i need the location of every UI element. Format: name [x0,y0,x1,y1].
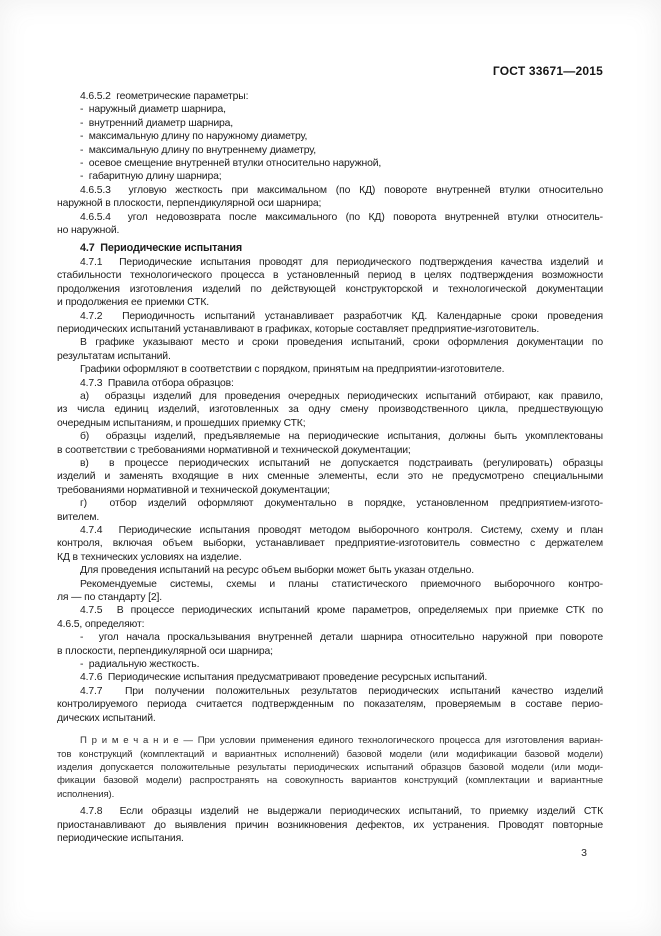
paragraph [57,103,603,116]
paragraph [57,117,603,130]
paragraph [57,578,603,605]
text-line: а) образцы изделий для проведения очередных периодических испытаний отбирают, как правило, [80,390,603,402]
text-line: дических испытаний. [57,712,156,724]
text-line: 4.7.7 При получении положительных результатов периодических испытаний качество изделий [80,685,603,697]
text-line: б) образцы изделий, предъявляемые на периодические испытания, должны быть укомплектованы [80,431,603,443]
text-line: тов конструкций (комплектаций и вариантных исполнений) базовой модели (или модификации базовой модели) [57,748,603,760]
text-line: - осевое смещение внутренней втулки относительно наружной, [80,158,382,170]
paragraph [57,310,603,337]
text-line: 4.6.5.3 угловую жесткость при максимальном (по КД) повороте внутренней втулки относительно [80,184,603,196]
text-line: изделия допускается положительные результаты периодических испытаний образцов базовой модели (или моди- [57,761,603,773]
paragraph [57,497,603,524]
note-block [57,734,603,801]
text-line: 4.7 Периодические испытания [80,242,243,255]
text-line: периодических испытаний устанавливают в графиках, которые составляет предприятие-изготовитель. [57,323,540,335]
text-line: контролируемого периода считается подтвержденным по показателям, проверяемым в составе перио- [57,699,603,711]
text-line: г) отбор изделий оформляют документально в порядке, установленном предприятием-изгото- [80,498,603,510]
text-line: 4.7.3 Правила отбора образцов: [80,377,234,389]
paragraph [57,184,603,211]
text-line: - максимальную длину по внутреннему диаметру, [80,144,317,156]
paragraph [57,430,603,457]
text-line: из числа единиц изделий, изготовленных за одну смену производственного цикла, предшествующую [57,404,603,416]
paragraph [57,157,603,170]
text-line: в соответствии с требованиями нормативной и технической документации; [57,444,411,456]
text-line: периодические испытания. [57,832,184,844]
paragraph [57,211,603,238]
text-line: Графики оформляют в соответствии с порядком, принятым на предприятии-изготовителе. [80,364,505,376]
text-line: 4.6.5, определяют: [57,618,145,630]
text-line: ля — по стандарту [2]. [57,592,162,604]
text-line: КД в технических условиях на изделие. [57,551,242,563]
paragraph [57,377,603,390]
text-line: - максимальную длину по наружному диаметру, [80,131,308,143]
paragraph [57,144,603,157]
text-line: 4.7.2 Периодичность испытаний устанавливает разработчик КД. Календарные сроки проведения [80,310,603,322]
paragraph [57,170,603,183]
paragraph [57,90,603,103]
text-line: результатам испытаний. [57,350,171,362]
text-line: стабильности технологического процесса в установленный период в целях подтверждения возможности [57,270,603,282]
paragraph [57,685,603,725]
paragraph [57,336,603,363]
text-line: изделий и заменять входящие в них сменные элементы, если это не предусмотрено специальными [57,471,603,483]
paragraph [57,363,603,376]
text-line: и продолжения ее приемки СТК. [57,297,210,309]
text-line: продолжения изготовления изделий по действующей конструкторской и технологической документации [57,283,603,295]
text-line: - наружный диаметр шарнира, [80,104,226,116]
text-line: в) в процессе периодических испытаний не допускается подстраивать (регулировать) образцы [80,457,603,469]
text-line: наружной в плоскости, перпендикулярной оси шарнира; [57,198,322,210]
text-line: требованиями нормативной и технической документации; [57,484,330,496]
text-line: 4.7.1 Периодические испытания проводят для периодического подтверждения качества изделий и [80,256,603,268]
text-line: контроля, включая объем выборки, устанавливает предприятие-изготовитель совместно с держателем [57,538,603,550]
text-line: - угол начала проскальзывания внутренней детали шарнира относительно наружной при повороте [80,632,603,644]
text-line: приостанавливают до выявления причин возникновения дефектов, их устранения. Проводят повторные [57,819,603,831]
text-line: 4.6.5.2 геометрические параметры: [80,91,249,102]
paragraph [57,457,603,497]
text-line: но наружной. [57,225,120,237]
text-line: В графике указывают место и сроки проведения испытаний, сроки оформления документации по [80,337,603,349]
text-line: вителем. [57,511,100,523]
paragraph [57,390,603,430]
paragraph [57,130,603,143]
text-line: 4.7.8 Если образцы изделий не выдержали периодических испытаний, то приемку изделий СТК [80,806,603,818]
paragraph [57,256,603,310]
text-line: 4.7.5 В процессе периодических испытаний кроме параметров, определяемых при приемке СТК по [80,605,603,617]
text-line: - радиальную жесткость. [80,659,200,671]
text-line: - габаритную длину шарнира; [80,171,222,183]
text-line: Рекомендуемые системы, схемы и планы статистического приемочного выборочного контро- [80,578,603,590]
text-line: исполнения). [57,788,115,800]
paragraph [57,524,603,564]
paragraph [57,671,603,684]
text-line: в плоскости, перпендикулярной оси шарнира; [57,645,273,657]
paragraph [57,805,603,845]
page-number: 3 [581,847,587,859]
text-line: - внутренний диаметр шарнира, [80,117,234,129]
section-heading [57,242,603,255]
text-line: 4.6.5.4 угол недовозврата после максимального (по КД) поворота внутренней втулки относитель- [80,211,603,223]
running-header: ГОСТ 33671—2015 [492,64,603,78]
paragraph [57,604,603,631]
paragraph [57,631,603,658]
text-line: очередным испытаниям, и прошедших приемку СТК; [57,417,306,429]
paragraph [57,564,603,577]
text-line: фикации базовой модели) распространять на совокупность вариантов конструкций (комплектации и вариантные [57,775,603,787]
document-body [57,90,603,845]
paragraph [57,658,603,671]
text-line: 4.7.4 Периодические испытания проводят методом выборочного контроля. Систему, схему и план [80,525,603,536]
text-line: 4.7.6 Периодические испытания предусматривают проведение ресурсных испытаний. [80,672,488,684]
text-line: Для проведения испытаний на ресурс объем выборки может быть указан отдельно. [80,565,474,577]
text-line: П р и м е ч а н и е — При условии применения единого технологического процесса для изготовления вариан- [80,735,603,747]
